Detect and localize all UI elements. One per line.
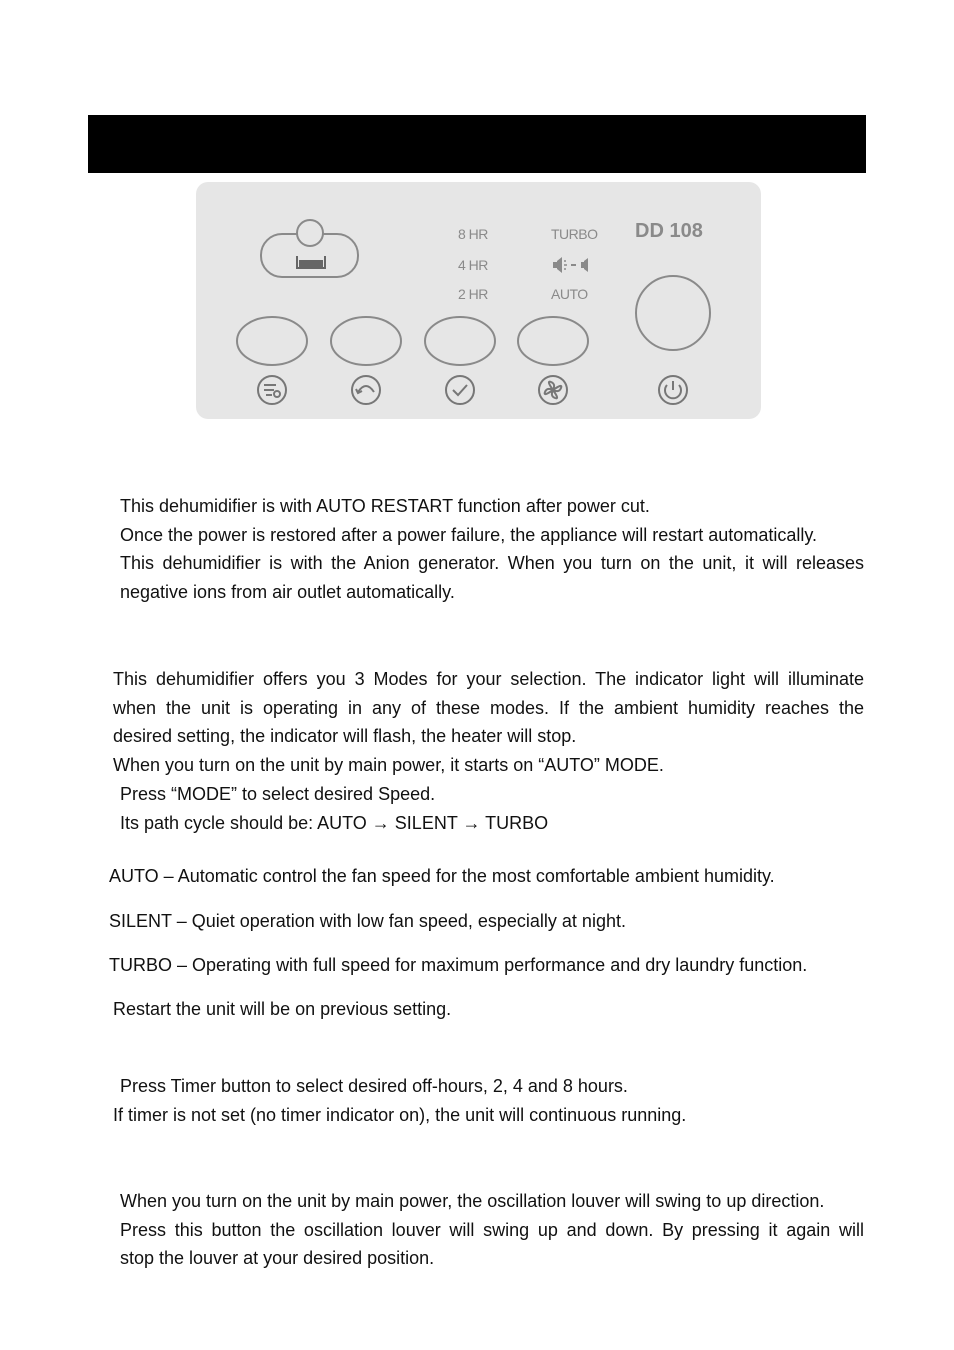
swing-button[interactable] (331, 317, 401, 365)
control-panel (196, 182, 761, 419)
text-line: Press this button the oscillation louver will swing up and down. By pressing it again will (120, 1219, 864, 1240)
swing-paragraph (120, 1187, 864, 1273)
restart-note: Restart the unit will be on previous setting. (113, 999, 452, 1019)
mode-button[interactable] (237, 317, 307, 365)
text-line: Press “MODE” to select desired Speed. (120, 783, 436, 804)
swing-icon (352, 376, 380, 404)
water-tank-indicator-icon (261, 220, 358, 277)
model-number: DD 108 (635, 220, 703, 242)
turbo-label: TURBO (551, 226, 598, 242)
auto-label: AUTO (551, 286, 588, 302)
text-line: This dehumidifier offers you 3 Modes for your selection. The indicator light will illuminate (113, 669, 864, 689)
silent-mode-description: SILENT – Quiet operation with low fan speed, especially at night. (109, 911, 626, 931)
text-line: Press Timer button to select desired off-hours, 2, 4 and 8 hours. (120, 1076, 628, 1096)
turbo-mode-description: TURBO – Operating with full speed for maximum performance and dry laundry function. (109, 955, 808, 975)
text-line: when the unit is operating in any of these modes. If the ambient humidity reaches the (113, 697, 864, 718)
mode-icon (258, 376, 286, 404)
text-line: If timer is not set (no timer indicator on), the unit will continuous running. (113, 1104, 687, 1125)
timer-2hr-label: 2 HR (458, 286, 488, 302)
timer-8hr-label: 8 HR (458, 226, 488, 242)
silent-speed-icon (553, 257, 588, 273)
text-line: When you turn on the unit by main power, the oscillation louver will swing to up direction. (120, 1191, 825, 1211)
fan-icon (539, 376, 567, 404)
text-line: When you turn on the unit by main power, it starts on “AUTO” MODE. (113, 755, 664, 776)
timer-button[interactable] (425, 317, 495, 365)
power-button[interactable] (636, 276, 710, 350)
text-line: Its path cycle should be: AUTO → SILENT → TURBO (120, 812, 549, 833)
text-line: Once the power is restored after a power failure, the appliance will restart automatically. (120, 524, 817, 545)
section-header-bar (88, 115, 866, 173)
fan-button[interactable] (518, 317, 588, 365)
text-line: negative ions from air outlet automatically. (120, 582, 455, 603)
power-icon (659, 376, 687, 404)
text-line: This dehumidifier is with AUTO RESTART function after power cut. (120, 496, 650, 516)
auto-restart-paragraph (120, 492, 864, 607)
auto-mode-description: AUTO – Automatic control the fan speed for the most comfortable ambient humidity. (109, 866, 775, 886)
text-line: This dehumidifier is with the Anion generator. When you turn on the unit, it will releases (120, 553, 864, 574)
modes-paragraph (113, 665, 864, 837)
timer-paragraph (113, 1072, 864, 1129)
timer-4hr-label: 4 HR (458, 257, 488, 273)
clock-icon (446, 376, 474, 404)
text-line: stop the louver at your desired position. (120, 1248, 435, 1269)
text-line: desired setting, the indicator will flash, the heater will stop. (113, 726, 577, 747)
